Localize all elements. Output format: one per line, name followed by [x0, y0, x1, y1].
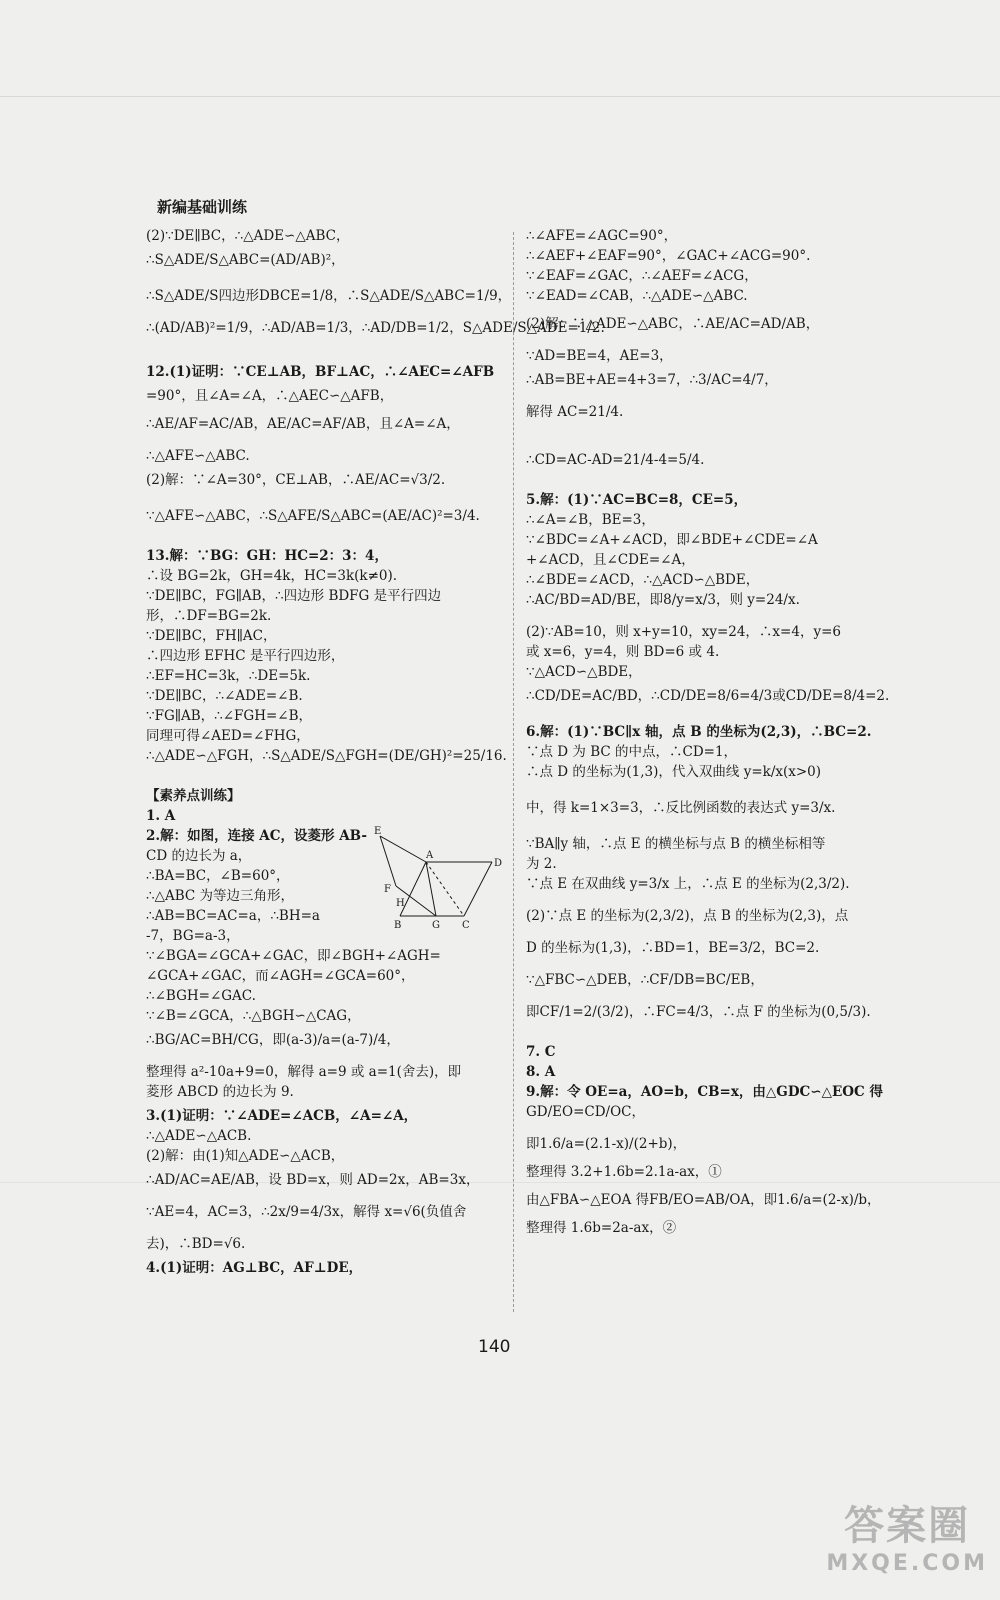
solution-line — [146, 1064, 461, 1080]
line-text: ∴∠A=∠B，BE=3， — [526, 512, 655, 528]
line-text: ∵点 D 为 BC 的中点，∴CD=1， — [526, 744, 738, 760]
solution-line — [146, 472, 445, 488]
line-text: (2)解：∵∠A=30°，CE⊥AB，∴AE/AC=√3/2. — [146, 472, 446, 488]
solution-line — [526, 372, 778, 388]
solution-line — [526, 268, 758, 284]
solution-line — [146, 1236, 245, 1252]
line-text: 菱形 ABCD 的边长为 9. — [146, 1084, 294, 1100]
line-text: ∴EF=HC=3k，∴DE=5k. — [146, 668, 311, 684]
solution-line — [146, 1204, 466, 1220]
line-text: 去)，∴BD=√6. — [146, 1236, 246, 1252]
solution-line — [146, 608, 271, 624]
figure-dashed-line — [426, 862, 464, 916]
solution-line — [146, 508, 480, 524]
solution-line — [526, 1004, 871, 1020]
line-text: 5.解：(1)∵AC=BC=8，CE=5， — [526, 492, 748, 508]
line-text: ∴点 D 的坐标为(1,3)，代入双曲线 y=k/x(x>0) — [526, 764, 822, 780]
line-text: +∠ACD，且∠CDE=∠A， — [526, 552, 695, 568]
line-text: ∵∠BGA=∠GCA+∠GAC，即∠BGH+∠AGH= — [146, 948, 441, 964]
line-text: ∴∠AEF+∠EAF=90°，∠GAC+∠ACG=90°. — [526, 248, 811, 264]
solution-line — [146, 828, 367, 844]
solution-line — [146, 648, 344, 664]
solution-line — [526, 1192, 881, 1208]
section-heading — [146, 788, 241, 804]
solution-line — [526, 248, 810, 264]
solution-line — [526, 1220, 676, 1236]
solution-line — [526, 664, 642, 680]
line-text: ∵点 E 在双曲线 y=3/x 上，∴点 E 的坐标为(2,3/2). — [526, 876, 850, 892]
line-text: 即CF/1=2/(3/2)，∴FC=4/3，∴点 F 的坐标为(0,5/3). — [526, 1004, 871, 1020]
solution-line — [526, 876, 850, 892]
line-text: ∴设 BG=2k，GH=4k，HC=3k(k≠0). — [146, 568, 398, 584]
line-text: (2)∵DE∥BC，∴△ADE∽△ABC， — [146, 228, 350, 244]
solution-line — [526, 908, 848, 924]
line-text: ∵AE=4，AC=3，∴2x/9=4/3x，解得 x=√6(负值舍 — [146, 1204, 467, 1220]
line-text: CD 的边长为 a， — [146, 848, 252, 864]
line-text: ∴CD/DE=AC/BD，∴CD/DE=8/6=4/3或CD/DE=8/4=2. — [526, 688, 890, 704]
solution-line — [526, 288, 748, 304]
solution-line — [526, 764, 821, 780]
line-text: 整理得 1.6b=2a-ax，② — [526, 1220, 677, 1236]
page-title: 新编基础训练 — [157, 198, 248, 216]
solution-line — [526, 552, 695, 568]
figure-line — [464, 862, 492, 916]
line-text: 由△FBA∽△EOA 得FB/EO=AB/OA，即1.6/a=(2-x)/b， — [526, 1192, 881, 1208]
line-text: 3.(1)证明：∵∠ADE=∠ACB，∠A=∠A， — [146, 1108, 418, 1124]
line-text: 6.解：(1)∵BC∥x 轴，点 B 的坐标为(2,3)，∴BC=2. — [526, 724, 872, 740]
line-text: ∴△ADE∽△FGH，∴S△ADE/S△FGH=(DE/GH)²=25/16. — [146, 748, 507, 764]
line-text: 整理得 3.2+1.6b=2.1a-ax，① — [526, 1164, 722, 1180]
watermark-logo — [826, 1494, 988, 1576]
line-text: 同理可得∠AED=∠FHG， — [146, 728, 310, 744]
line-text: (2)解：由(1)知△ADE∽△ACB， — [146, 1148, 345, 1164]
line-text: (2)∵AB=10，则 x+y=10，xy=24，∴x=4，y=6 — [526, 624, 841, 640]
solution-line — [526, 348, 673, 364]
line-text: ∵DE∥BC，FH∥AC， — [146, 628, 277, 644]
solution-line — [526, 1084, 883, 1100]
solution-line — [146, 948, 441, 964]
solution-line — [526, 404, 623, 420]
line-text: ∵DE∥BC，∴∠ADE=∠B. — [146, 688, 303, 704]
line-text: ∴四边形 EFHC 是平行四边形， — [146, 648, 345, 664]
solution-line — [146, 388, 393, 404]
line-text: ∵△ACD∽△BDE， — [526, 664, 642, 680]
solution-line — [146, 848, 251, 864]
line-text: 8. A — [526, 1064, 556, 1080]
figure-label: F — [384, 884, 391, 895]
line-text: ∴AB=BC=AC=a，∴BH=a — [146, 908, 320, 924]
solution-line — [146, 1260, 362, 1276]
line-text: ∴S△ADE/S△ABC=(AD/AB)²， — [146, 252, 345, 268]
solution-line — [526, 1104, 645, 1120]
solution-line — [146, 888, 294, 904]
solution-line — [526, 1136, 686, 1152]
line-text: 整理得 a²-10a+9=0，解得 a=9 或 a=1(舍去)，即 — [146, 1064, 462, 1080]
figure-label: G — [432, 920, 440, 931]
line-text: ∵BA∥y 轴，∴点 E 的横坐标与点 B 的横坐标相等 — [526, 836, 826, 852]
solution-line — [146, 708, 312, 724]
solution-line — [146, 1148, 344, 1164]
column-divider — [513, 232, 514, 1312]
solution-line — [146, 1128, 251, 1144]
solution-line — [146, 988, 256, 1004]
line-text: 4.(1)证明：AG⊥BC，AF⊥DE， — [146, 1260, 363, 1276]
line-text: ∵△AFE∽△ABC，∴S△AFE/S△ABC=(AE/AC)²=3/4. — [146, 508, 480, 524]
line-text: ∴△ABC 为等边三角形， — [146, 888, 295, 904]
line-text: =90°，且∠A=∠A，∴△AEC∽△AFB， — [146, 388, 394, 404]
line-text: ∴∠BDE=∠ACD，∴△ACD∽△BDE， — [526, 572, 760, 588]
line-text: 9.解：令 OE=a，AO=b，CB=x，由△GDC∽△EOC 得 — [526, 1084, 883, 1100]
page-number: 140 — [478, 1337, 511, 1357]
line-text: ∴CD=AC-AD=21/4-4=5/4. — [526, 452, 705, 468]
line-text: ∴AD/AC=AE/AB，设 BD=x，则 AD=2x，AB=3x， — [146, 1172, 480, 1188]
solution-line — [146, 1032, 400, 1048]
line-text: 为 2. — [526, 856, 557, 872]
line-text: ∵∠B=∠GCA，∴△BGH∽△CAG， — [146, 1008, 361, 1024]
solution-line — [526, 644, 719, 660]
solution-line — [146, 252, 345, 268]
line-text: ∵DE∥BC，FG∥AB，∴四边形 BDFG 是平行四边 — [146, 588, 442, 604]
line-text: ∴△ADE∽△ACB. — [146, 1128, 252, 1144]
line-text: 形，∴DF=BG=2k. — [146, 608, 272, 624]
line-text: ∴AB=BE+AE=4+3=7，∴3/AC=4/7， — [526, 372, 778, 388]
solution-line — [526, 532, 818, 548]
solution-line — [146, 228, 349, 244]
solution-line — [526, 1164, 722, 1180]
solution-line — [526, 624, 841, 640]
line-text: ∴BG/AC=BH/CG，即(a-3)/a=(a-7)/4， — [146, 1032, 400, 1048]
solution-line — [146, 668, 310, 684]
figure-label: D — [494, 858, 502, 869]
solution-line — [526, 972, 764, 988]
line-text: 中，得 k=1×3=3，∴反比例函数的表达式 y=3/x. — [526, 800, 836, 816]
line-text: 2.解：如图，连接 AC，设菱形 AB- — [146, 828, 367, 844]
line-text: ∵AD=BE=4，AE=3， — [526, 348, 673, 364]
line-text: 7. C — [526, 1044, 556, 1060]
solution-line — [146, 448, 250, 464]
solution-line — [146, 968, 415, 984]
line-text: 1. A — [146, 808, 176, 824]
solution-line — [146, 808, 175, 824]
solution-line — [146, 1084, 294, 1100]
solution-line — [146, 548, 388, 564]
solution-line — [146, 416, 460, 432]
line-text: ∴∠AFE=∠AGC=90°， — [526, 228, 678, 244]
line-text: -7，BG=a-3， — [146, 928, 240, 944]
rhombus-figure — [366, 822, 502, 934]
solution-line — [526, 836, 825, 852]
solution-line — [146, 928, 240, 944]
line-text: 12.(1)证明：∵CE⊥AB，BF⊥AC，∴∠AEC=∠AFB — [146, 364, 495, 380]
figure-label: H — [396, 898, 405, 909]
solution-line — [526, 228, 677, 244]
solution-line — [526, 744, 737, 760]
solution-line — [526, 592, 800, 608]
solution-line — [146, 868, 290, 884]
watermark-bottom: MXQE.COM — [826, 1551, 988, 1576]
solution-line — [526, 1044, 556, 1060]
line-text: 【素养点训练】 — [146, 788, 241, 804]
figure-line — [426, 862, 436, 916]
solution-line — [146, 568, 397, 584]
solution-line — [146, 364, 494, 380]
solution-line — [526, 724, 871, 740]
solution-line — [146, 1008, 361, 1024]
figure-label: A — [426, 850, 434, 861]
line-text: ∵∠EAD=∠CAB，∴△ADE∽△ABC. — [526, 288, 748, 304]
figure-label: C — [462, 920, 470, 931]
watermark-top: 答案圈 — [844, 1503, 971, 1549]
line-text: GD/EO=CD/OC， — [526, 1104, 645, 1120]
scan-artifact — [0, 96, 1000, 97]
line-text: D 的坐标为(1,3)，∴BD=1，BE=3/2，BC=2. — [526, 940, 820, 956]
line-text: ∵△FBC∽△DEB，∴CF/DB=BC/EB， — [526, 972, 764, 988]
line-text: ∴∠BGH=∠GAC. — [146, 988, 256, 1004]
line-text: 13.解：∵BG：GH：HC=2：3：4， — [146, 548, 388, 564]
solution-line — [526, 452, 704, 468]
solution-line — [146, 728, 310, 744]
line-text: ∵∠BDC=∠A+∠ACD，即∠BDE+∠CDE=∠A — [526, 532, 818, 548]
solution-line — [526, 492, 747, 508]
solution-line — [146, 688, 303, 704]
solution-line — [526, 316, 819, 332]
solution-line — [146, 1172, 479, 1188]
solution-line — [146, 628, 276, 644]
solution-line — [526, 856, 557, 872]
line-text: ∴S△ADE/S四边形DBCE=1/8，∴S△ADE/S△ABC=1/9， — [146, 288, 512, 304]
solution-line — [526, 800, 835, 816]
solution-line — [146, 908, 320, 924]
solution-line — [526, 572, 759, 588]
line-text: 即1.6/a=(2.1-x)/(2+b)， — [526, 1136, 687, 1152]
solution-line — [146, 588, 441, 604]
figure-label: E — [374, 826, 382, 837]
line-text: ∵FG∥AB，∴∠FGH=∠B， — [146, 708, 313, 724]
line-text: (2)∵点 E 的坐标为(2,3/2)，点 B 的坐标为(2,3)，点 — [526, 908, 849, 924]
solution-line — [526, 940, 819, 956]
line-text: ∴BA=BC，∠B=60°， — [146, 868, 290, 884]
line-text: ∠GCA+∠GAC，而∠AGH=∠GCA=60°， — [146, 968, 415, 984]
line-text: ∴(AD/AB)²=1/9，∴AD/AB=1/3，∴AD/DB=1/2，S△ADE/S△ADE=1/2. — [146, 320, 605, 336]
line-text: ∴△AFE∽△ABC. — [146, 448, 250, 464]
solution-line — [526, 688, 889, 704]
line-text: ∵∠EAF=∠GAC，∴∠AEF=∠ACG， — [526, 268, 758, 284]
solution-line — [526, 1064, 555, 1080]
solution-line — [146, 1108, 417, 1124]
line-text: 解得 AC=21/4. — [526, 404, 624, 420]
line-text: (2)解：∵△ADE∽△ABC，∴AE/AC=AD/AB， — [526, 316, 820, 332]
line-text: ∴AC/BD=AD/BE，即8/y=x/3，则 y=24/x. — [526, 592, 800, 608]
solution-line — [526, 512, 655, 528]
line-text: 或 x=6，y=4，则 BD=6 或 4. — [526, 644, 720, 660]
line-text: ∴AE/AF=AC/AB，AE/AC=AF/AB，且∠A=∠A， — [146, 416, 460, 432]
solution-line — [146, 748, 507, 764]
figure-label: B — [394, 920, 402, 931]
solution-line — [146, 288, 511, 304]
